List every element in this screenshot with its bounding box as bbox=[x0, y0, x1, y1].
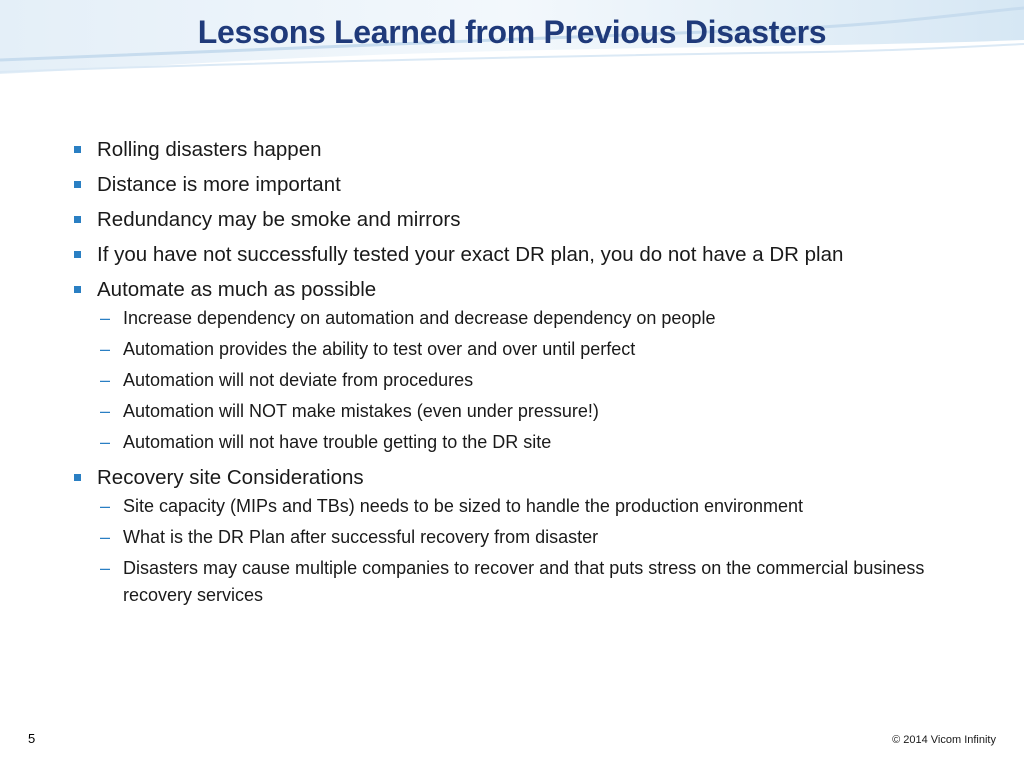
copyright-notice: © 2014 Vicom Infinity bbox=[892, 734, 996, 746]
bullet-item bbox=[72, 241, 972, 268]
bullet-text: Distance is more important bbox=[97, 173, 341, 196]
sub-bullet-item bbox=[97, 429, 972, 456]
bullet-item bbox=[72, 171, 972, 198]
dash-bullet-icon: – bbox=[100, 432, 111, 452]
sub-bullet-item bbox=[97, 305, 972, 332]
sub-bullet-list bbox=[97, 493, 972, 609]
sub-bullet-list bbox=[97, 305, 972, 456]
dash-bullet-icon: – bbox=[100, 401, 111, 421]
square-bullet-icon bbox=[74, 286, 81, 293]
square-bullet-icon bbox=[74, 474, 81, 481]
sub-bullet-text: Disasters may cause multiple companies to recover and that puts stress on the commercial business recovery services bbox=[123, 558, 925, 605]
square-bullet-icon bbox=[74, 181, 81, 188]
sub-bullet-item bbox=[97, 524, 972, 551]
sub-bullet-item bbox=[97, 398, 972, 425]
sub-bullet-text: What is the DR Plan after successful recovery from disaster bbox=[123, 527, 599, 547]
sub-bullet-text: Site capacity (MIPs and TBs) needs to be sized to handle the production environment bbox=[123, 496, 804, 516]
sub-bullet-item bbox=[97, 336, 972, 363]
square-bullet-icon bbox=[74, 216, 81, 223]
sub-bullet-text: Automation provides the ability to test over and over until perfect bbox=[123, 339, 636, 359]
bullet-text: Redundancy may be smoke and mirrors bbox=[97, 208, 461, 231]
bullet-text: Recovery site Considerations bbox=[97, 466, 364, 489]
bullet-list bbox=[72, 136, 972, 617]
square-bullet-icon bbox=[74, 146, 81, 153]
sub-bullet-text: Increase dependency on automation and decrease dependency on people bbox=[123, 308, 716, 328]
dash-bullet-icon: – bbox=[100, 308, 111, 328]
sub-bullet-item bbox=[97, 493, 972, 520]
bullet-item bbox=[72, 464, 972, 609]
sub-bullet-text: Automation will not deviate from procedures bbox=[123, 370, 474, 390]
square-bullet-icon bbox=[74, 251, 81, 258]
sub-bullet-text: Automation will not have trouble getting to the DR site bbox=[123, 432, 552, 452]
bullet-item bbox=[72, 206, 972, 233]
dash-bullet-icon: – bbox=[100, 496, 111, 516]
bullet-text: If you have not successfully tested your exact DR plan, you do not have a DR plan bbox=[97, 243, 844, 266]
sub-bullet-item bbox=[97, 367, 972, 394]
dash-bullet-icon: – bbox=[100, 370, 111, 390]
dash-bullet-icon: – bbox=[100, 558, 111, 578]
dash-bullet-icon: – bbox=[100, 339, 111, 359]
bullet-item bbox=[72, 276, 972, 456]
sub-bullet-text: Automation will NOT make mistakes (even under pressure!) bbox=[123, 401, 599, 421]
sub-bullet-item bbox=[97, 555, 972, 609]
bullet-text: Rolling disasters happen bbox=[97, 138, 322, 161]
bullet-item bbox=[72, 136, 972, 163]
page-number: 5 bbox=[28, 731, 36, 746]
dash-bullet-icon: – bbox=[100, 527, 111, 547]
bullet-text: Automate as much as possible bbox=[97, 278, 377, 301]
slide-title: Lessons Learned from Previous Disasters bbox=[197, 14, 827, 50]
